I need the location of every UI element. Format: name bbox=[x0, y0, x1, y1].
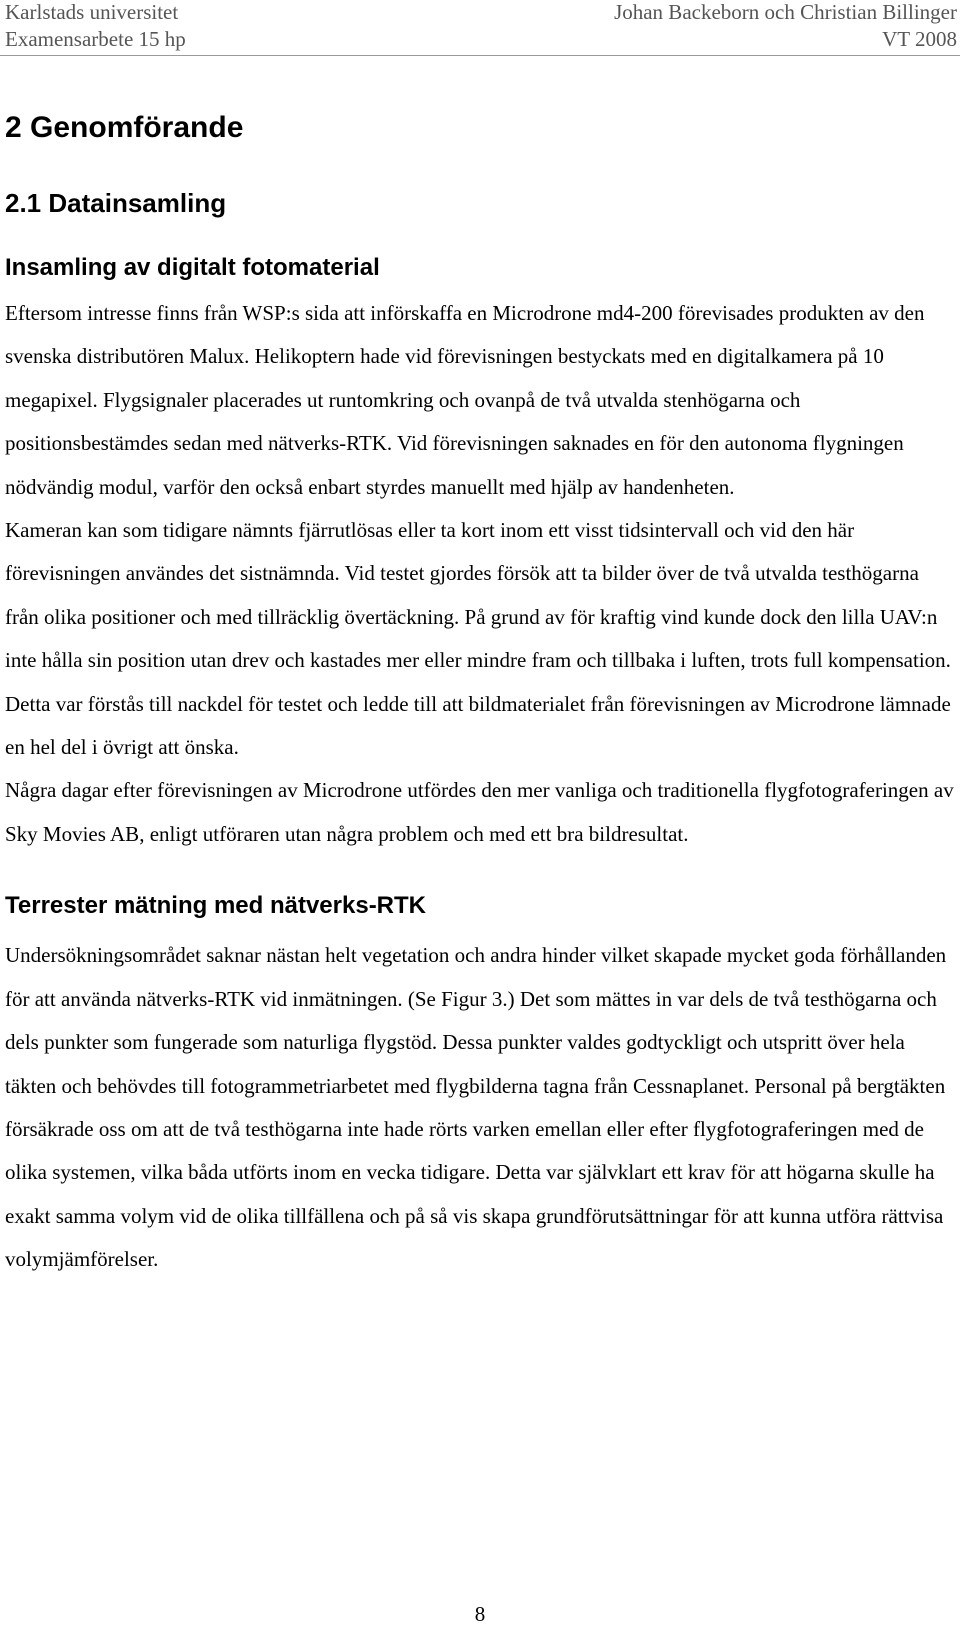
header-course: Examensarbete 15 hp bbox=[5, 27, 186, 51]
page-number: 8 bbox=[474, 1602, 486, 1626]
page-body bbox=[5, 108, 955, 1282]
paragraph-camera-test: Kameran kan som tidigare nämnts fjärrutlösas eller ta kort inom ett visst tidsintervall och vid den här förevisningen användes det sistnämnda. Vid testet gjordes försök att ta bilder över de två utvalda testhögarna från olika positioner och med tillräcklig övertäckning. På grund av för kraftig vind kunde dock den lilla UAV:n inte hålla sin position utan drev och kastades mer eller mindre fram och tillbaka i luften, trots full kompensation. Detta var förstås till nackdel för testet och ledde till att bildmaterialet från förevisningen av Microdrone lämnade en hel del i övrigt att önska. bbox=[5, 518, 951, 760]
chapter-title: 2 Genomförande bbox=[5, 111, 244, 144]
subsection-heading-fotomaterial: Insamling av digitalt fotomaterial bbox=[5, 254, 380, 281]
paragraph-microdrone-demo: Eftersom intresse finns från WSP:s sida att införskaffa en Microdrone md4-200 förevisades produkten av den svenska distributören Malux. Helikoptern hade vid förevisningen bestyckats med en digitalkamera på 10 megapixel. Flygsignaler placerades ut runtomkring och ovanpå de två utvalda stenhögarna och positionsbestämdes sedan med nätverks-RTK. Vid förevisningen saknades en för den autonoma flygningen nödvändig modul, varför den också enbart styrdes manuellt med hjälp av handenheten. bbox=[5, 301, 925, 499]
header-authors: Johan Backeborn och Christian Billinger bbox=[614, 0, 957, 24]
header-term: VT 2008 bbox=[882, 27, 957, 51]
page-header-row-2 bbox=[5, 26, 957, 53]
page-header-row-1 bbox=[5, 0, 957, 26]
paragraph-rtk-measurement: Undersökningsområdet saknar nästan helt vegetation och andra hinder vilket skapade mycket goda förhållanden för att använda nätverks-RTK vid inmätningen. (Se Figur 3.) Det som mättes in var dels de två testhögarna och dels punkter som fungerade som naturliga flygstöd. Dessa punkter valdes godtyckligt och utspritt över hela täkten och behövdes till fotogrammetriarbetet med flygbilderna tagna från Cessnaplanet. Personal på bergtäkten försäkrade oss om att de två testhögarna inte hade rörts varken emellan eller efter flygfotograferingen med de olika systemen, vilka båda utförts inom en vecka tidigare. Detta var självklart ett krav för att högarna skulle ha exakt samma volym vid de olika tillfällena och på så vis skapa grundförutsättningar för att kunna utföra rättvisa volymjämförelser. bbox=[5, 943, 947, 1272]
header-university: Karlstads universitet bbox=[5, 0, 179, 24]
subsection-heading-rtk: Terrester mätning med nätverks-RTK bbox=[5, 892, 427, 920]
header-divider bbox=[0, 55, 960, 56]
paragraph-sky-movies: Några dagar efter förevisningen av Microdrone utfördes den mer vanliga och traditionella flygfotograferingen av Sky Movies AB, enligt utföraren utan några problem och med ett bra bildresultat. bbox=[5, 778, 954, 846]
section-title: 2.1 Datainsamling bbox=[5, 188, 227, 218]
